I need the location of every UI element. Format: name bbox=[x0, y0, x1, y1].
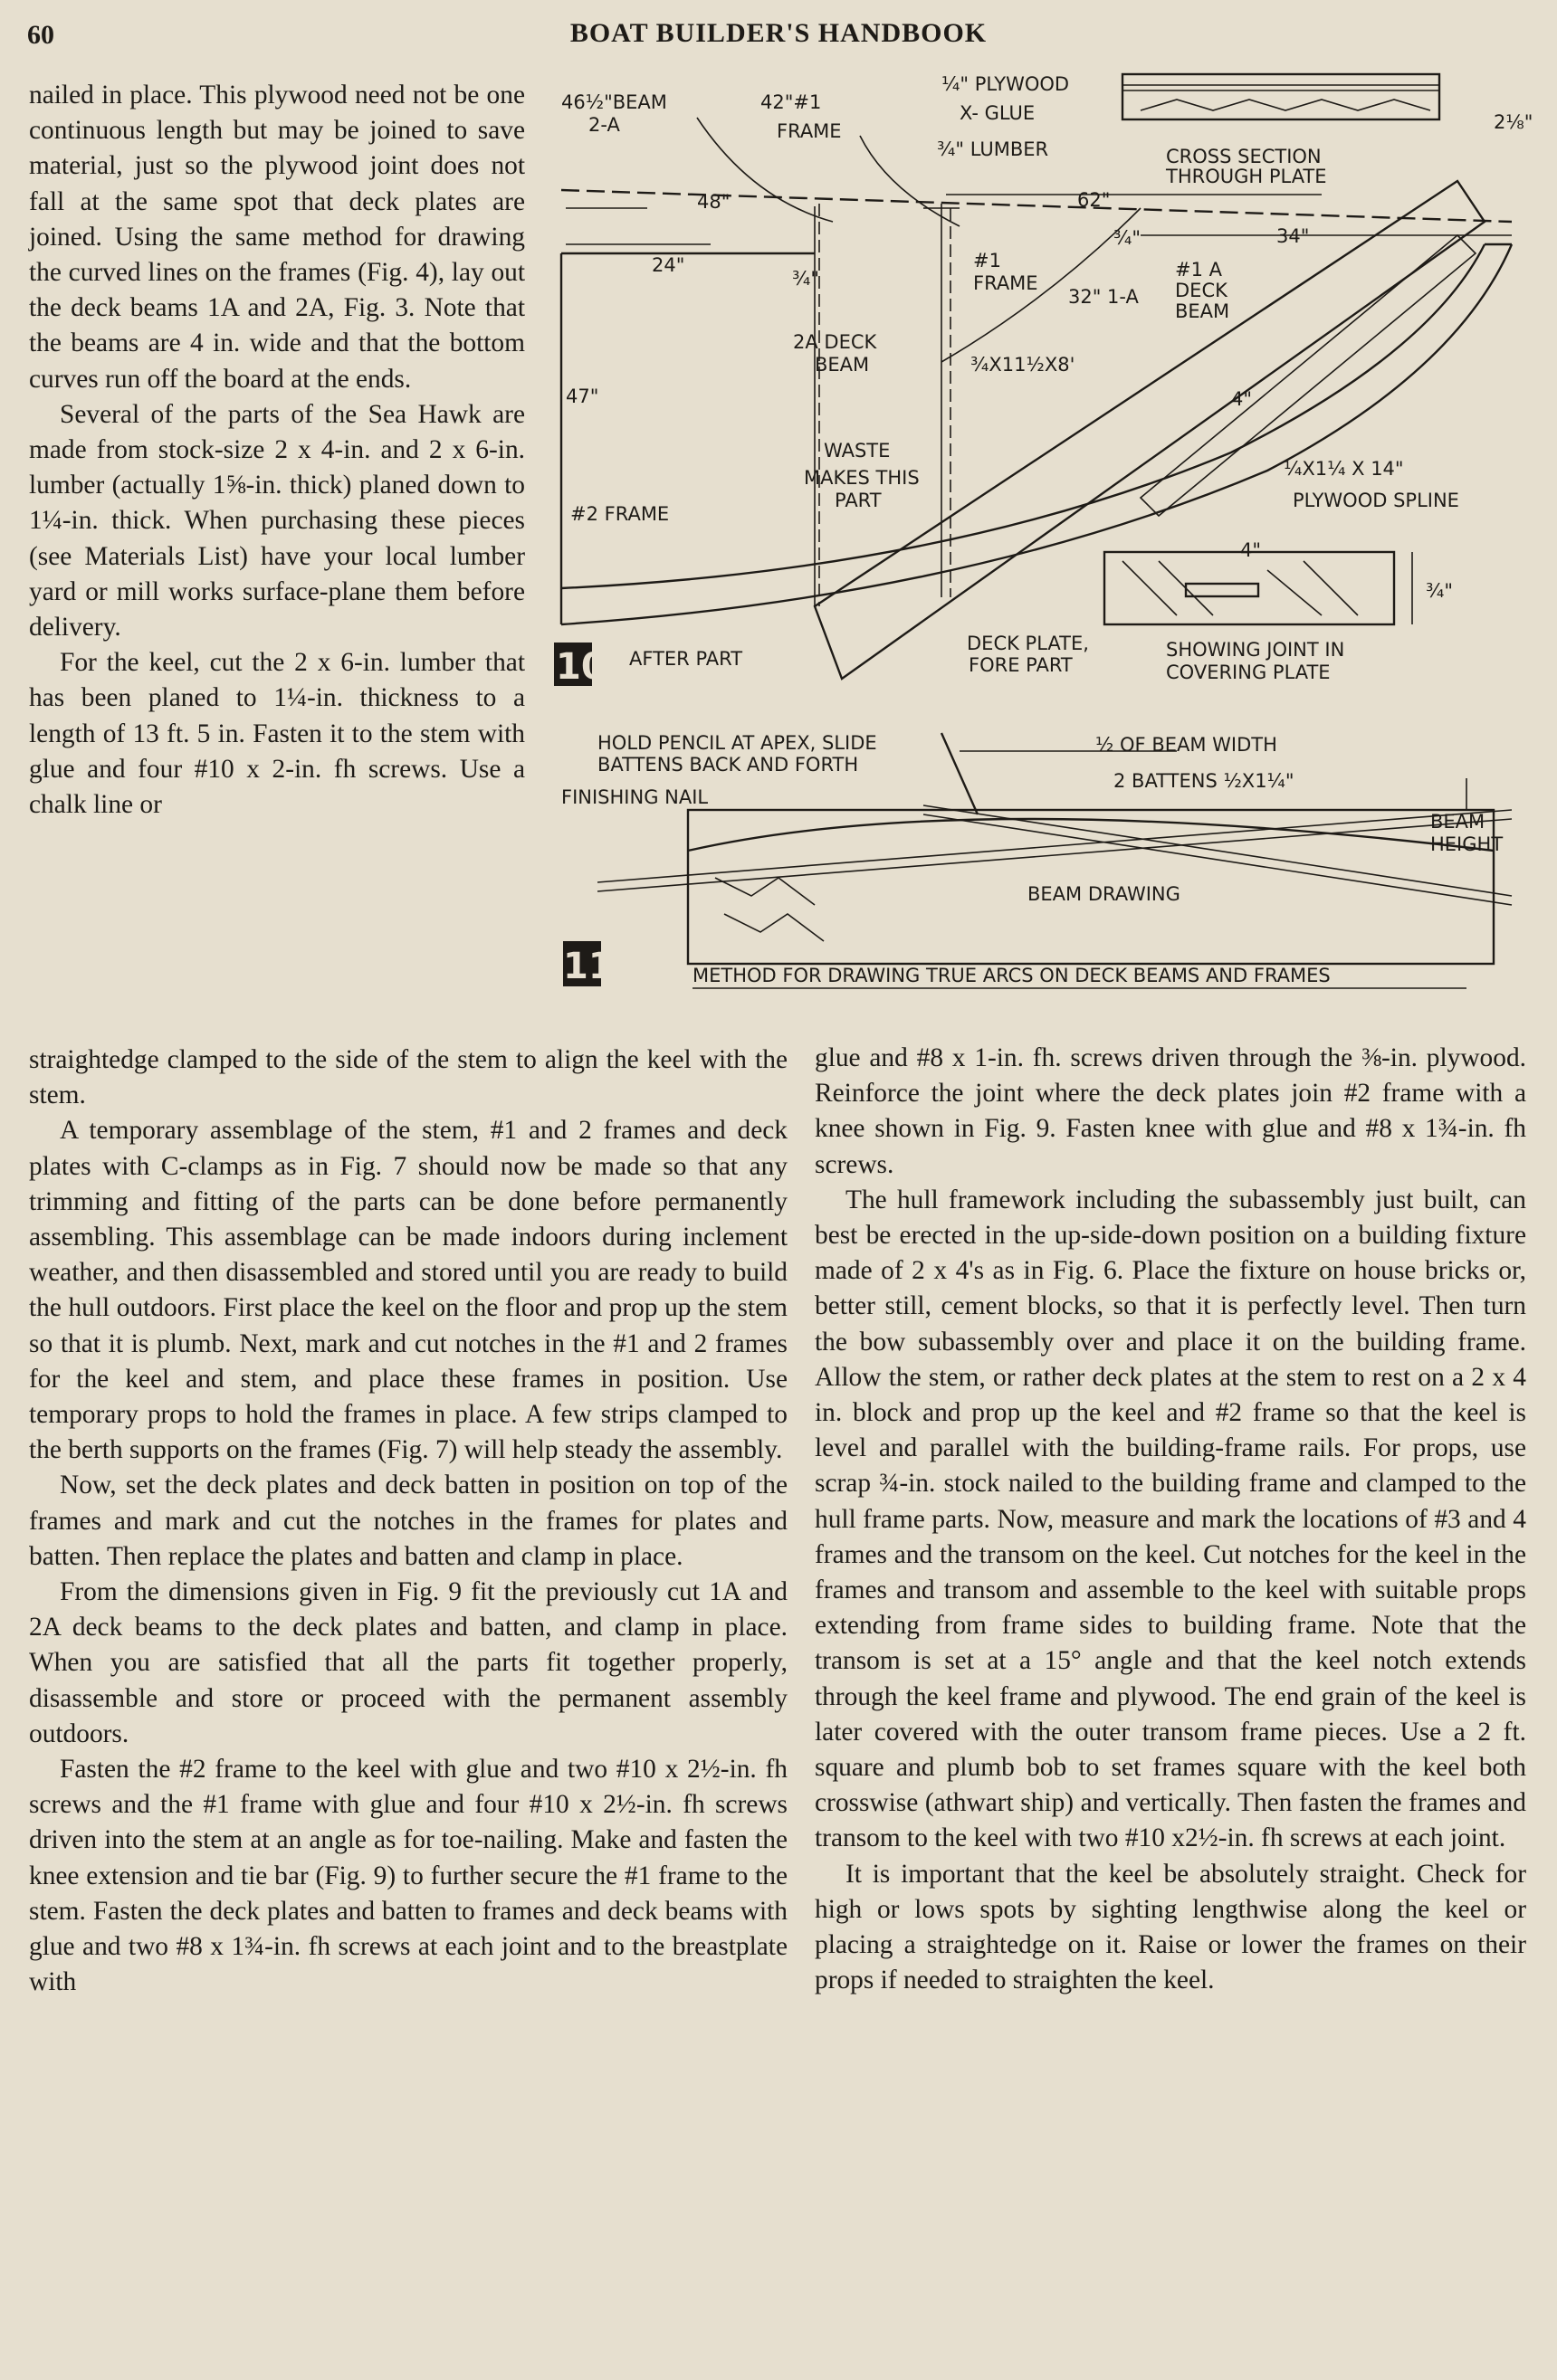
covering-plate-section bbox=[1104, 552, 1394, 624]
cross-section-plate bbox=[1122, 74, 1439, 119]
label: SHOWING JOINT IN bbox=[1166, 639, 1345, 661]
frame-2-curve bbox=[561, 244, 1485, 588]
label: MAKES THIS bbox=[804, 467, 920, 489]
paragraph: The hull framework including the subassembly just built, can best be erected in the up-side-down position on a building fixture made of 2 x 4's as in Fig. 6. Place the fixture on house bricks or, better still, cement blocks, so that it is perfectly level. Then turn the bow subassembly over and place it on the building frame. Allow the stem, or rather deck plates at the stem to rest on a 2 x 4 in. block and prop up the keel and #2 frame so that the keel is level and parallel with the building-frame rails. For props, use scrap ¾-in. stock nailed to the building frame and clamped to the hull frame parts. Now, measure and mark the locations of #3 and 4 frames and the transom on the keel. Cut notches for the keel in the frames and transom and assemble to the keel with suitable props extending from frame sides to building frame. Note that the transom is set at a 15° angle and that the keel notch extends through the keel frame and plywood. The end grain of the keel is later covered with the outer transom frame pieces. Use a 2 ft. square and plumb bob to set frames square with the keel both crosswise (athwart ship) and vertically. Then fasten the frames and transom to the keel with two #10 x2½-in. fh screws at each joint. bbox=[815, 1185, 1526, 1853]
paragraph: straightedge clamped to the side of the stem to align the keel with the stem. bbox=[29, 1045, 788, 1110]
label: 2⅛" bbox=[1494, 111, 1533, 133]
label: ¾" bbox=[792, 268, 820, 290]
label: #2 FRAME bbox=[570, 503, 670, 525]
page-number: 60 bbox=[27, 20, 54, 50]
figure-number: 11 bbox=[563, 946, 614, 987]
label: BATTENS BACK AND FORTH bbox=[597, 754, 859, 776]
label: 24" bbox=[652, 254, 685, 276]
label: ¾" bbox=[1426, 580, 1454, 602]
label: 62" bbox=[1077, 189, 1111, 211]
label: 4" bbox=[1231, 388, 1253, 410]
label: WASTE bbox=[824, 440, 891, 462]
label: HEIGHT bbox=[1430, 833, 1504, 855]
figure-11-drawing bbox=[543, 715, 1539, 1014]
label: HOLD PENCIL AT APEX, SLIDE bbox=[597, 732, 877, 754]
pencil bbox=[941, 733, 978, 814]
label: 2A DECK bbox=[793, 331, 877, 353]
figure-10 bbox=[543, 63, 1539, 697]
paragraph: From the dimensions given in Fig. 9 fit the previously cut 1A and 2A deck beams to the deck plates and batten, and clamp in place. When you are satisfied that all the parts fit together properly, disassemble and store or proceed with the permanent assembly outdoors. bbox=[29, 1577, 788, 1748]
figure-11 bbox=[543, 715, 1539, 1014]
label: AFTER PART bbox=[629, 648, 743, 670]
figure-10-drawing bbox=[543, 63, 1539, 697]
paragraph: A temporary assemblage of the stem, #1 and 2 frames and deck plates with C-clamps as in Fig. 7 should now be made so that any trimming and fitting of the parts can be done before permanently assembling. This assemblage can be made indoors during inclement weather, and then disassembled and stored until you are ready to build the hull outdoors. First place the keel on the floor and prop up the stem so that it is plumb. Next, mark and cut notches in the #1 and 2 frames for the keel and stem, and place these frames in position. Use temporary props to hold the frames in place. A few strips clamped to the berth supports on the frames (Fig. 7) will help steady the assembly. bbox=[29, 1116, 788, 1465]
paragraph: Fasten the #2 frame to the keel with glue and two #10 x 2½-in. fh screws and the #1 frame with glue and four #10 x 2½-in. fh screws driven into the stem at an angle as for toe-nailing. Make and fasten the knee extension and tie bar (Fig. 9) to further secure the #1 frame to the stem. Fasten the deck plates and batten to frames and deck beams with glue and two #8 x 1¾-in. fh screws at each joint and to the breastplate with bbox=[29, 1755, 788, 1997]
label: FINISHING NAIL bbox=[561, 786, 709, 808]
label: 42"#1 bbox=[760, 91, 822, 113]
label: 2-A bbox=[588, 114, 620, 136]
label: 34" bbox=[1276, 225, 1310, 247]
text-column-right-bottom bbox=[815, 1041, 1526, 1998]
label: COVERING PLATE bbox=[1166, 662, 1331, 683]
paragraph: glue and #8 x 1-in. fh. screws driven through the ⅜-in. plywood. Reinforce the joint where the deck plates join #2 frame with a knee shown in Fig. 9. Fasten knee with glue and #8 x 1¾-in. fh screws. bbox=[815, 1043, 1526, 1179]
label: PLYWOOD SPLINE bbox=[1293, 490, 1459, 511]
label: 32" 1-A bbox=[1068, 286, 1139, 308]
label: FORE PART bbox=[969, 654, 1073, 676]
label: ¼" PLYWOOD bbox=[941, 73, 1070, 95]
figure-caption: METHOD FOR DRAWING TRUE ARCS ON DECK BEAMS AND FRAMES bbox=[693, 965, 1331, 986]
label: DECK bbox=[1175, 280, 1227, 301]
running-head: BOAT BUILDER'S HANDBOOK bbox=[569, 18, 988, 48]
label: 4" bbox=[1240, 539, 1262, 561]
label: CROSS SECTION bbox=[1166, 146, 1322, 167]
label: FRAME bbox=[973, 272, 1038, 294]
figure-number: 10 bbox=[556, 646, 607, 688]
label: ¼X1¼ X 14" bbox=[1284, 458, 1404, 480]
label: ¾" bbox=[1113, 227, 1141, 249]
label: 2 BATTENS ½X1¼" bbox=[1113, 770, 1294, 792]
label: #1 A bbox=[1175, 259, 1222, 281]
label: BEAM bbox=[815, 354, 870, 376]
paragraph: For the keel, cut the 2 x 6-in. lumber that has been planed to 1¼-in. thickness to a length of 13 ft. 5 in. Fasten it to the stem with glue and four #10 x 2-in. fh screws. Use a chalk line or bbox=[29, 648, 525, 820]
label: BEAM DRAWING bbox=[1027, 883, 1180, 905]
deck-plate bbox=[815, 181, 1485, 679]
label: FRAME bbox=[777, 120, 842, 142]
label: ¾X11½X8' bbox=[970, 354, 1075, 376]
label: 48" bbox=[697, 191, 731, 213]
label: 46½"BEAM bbox=[561, 91, 667, 113]
label: PART bbox=[835, 490, 882, 511]
paragraph: nailed in place. This plywood need not be one continuous length but may be joined to save material, just so the plywood joint does not fall at the same spot that deck plates are joined. Using the same method for drawing the curved lines on the frames (Fig. 4), lay out the deck beams 1A and 2A, Fig. 3. Note that the beams are 4 in. wide and that the bottom curves run off the board at the ends. bbox=[29, 81, 525, 394]
label: BEAM bbox=[1175, 300, 1230, 322]
label: #1 bbox=[973, 250, 1001, 271]
label: X- GLUE bbox=[960, 102, 1036, 124]
paragraph: Several of the parts of the Sea Hawk are made from stock-size 2 x 4-in. and 2 x 6-in. lumber (actually 1⅝-in. thick) planed down to 1¼-in. thick. When purchasing these pieces (see Materials List) have your local lumber yard or mill works surface-plane them before delivery. bbox=[29, 399, 525, 643]
label: ½ OF BEAM WIDTH bbox=[1095, 734, 1277, 756]
label: BEAM bbox=[1430, 811, 1485, 833]
label: ¾" LUMBER bbox=[937, 138, 1049, 160]
text-column-left-top bbox=[29, 78, 525, 823]
label: THROUGH PLATE bbox=[1166, 166, 1327, 187]
label: 47" bbox=[566, 386, 599, 407]
paragraph: Now, set the deck plates and deck batten in position on top of the frames and mark and cut the notches in the frames for plates and batten. Then replace the plates and batten and clamp in place. bbox=[29, 1471, 788, 1571]
label: DECK PLATE, bbox=[967, 633, 1089, 654]
text-column-left-bottom bbox=[29, 1042, 788, 2000]
paragraph: It is important that the keel be absolutely straight. Check for high or lows spots by sighting lengthwise along the keel or placing a straightedge on it. Raise or lower the frames on their props if needed to straighten the keel. bbox=[815, 1859, 1526, 1995]
